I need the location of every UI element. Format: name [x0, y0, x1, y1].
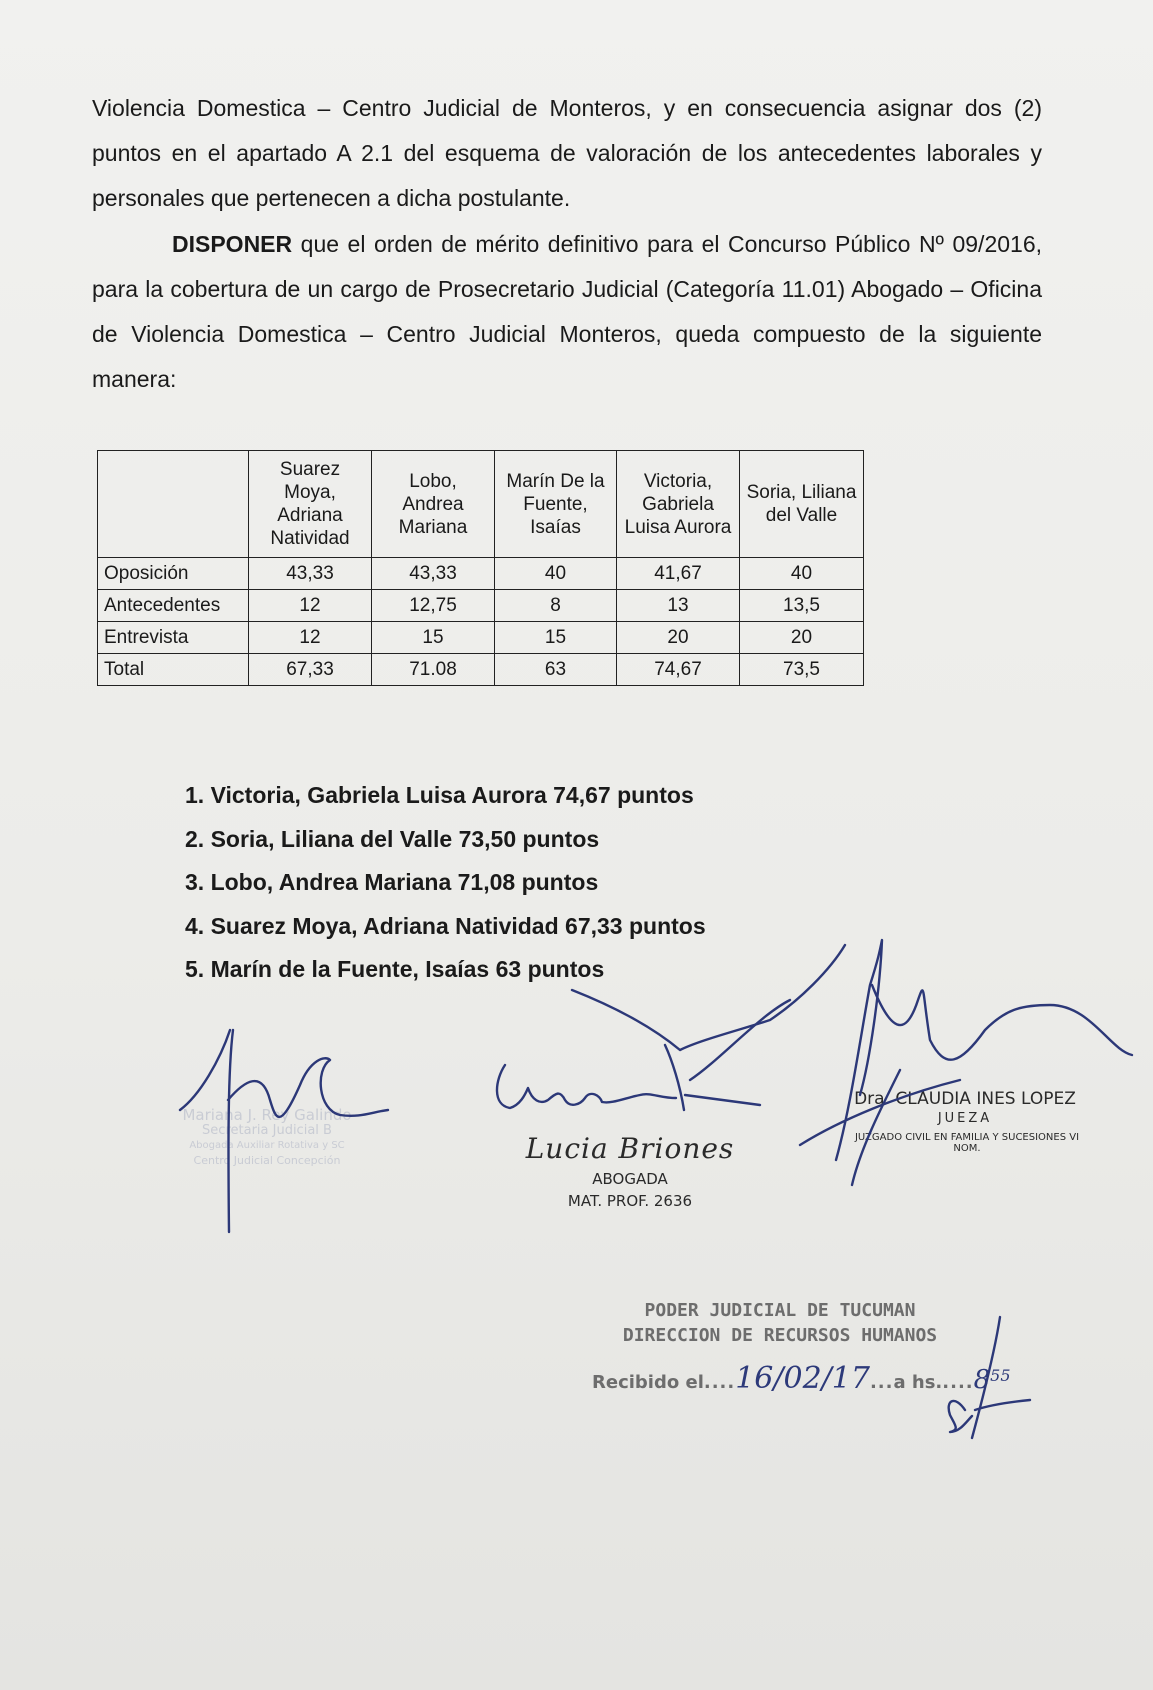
reception-stamp-line1: PODER JUDICIAL DE TUCUMAN — [644, 1300, 916, 1321]
table-row — [98, 558, 864, 590]
ranking-item: 4. Suarez Moya, Adriana Natividad 67,33 puntos — [185, 912, 706, 939]
table-row-label: Oposición — [98, 558, 249, 590]
stamp-name: Mariana J. Rey Galindo — [182, 1106, 352, 1124]
table-cell: 71.08 — [372, 654, 495, 686]
table-cell: 12,75 — [372, 590, 495, 622]
signature-lopez — [800, 940, 1132, 1160]
table-cell: 15 — [372, 622, 495, 654]
rey-galindo-stamp — [152, 1108, 382, 1168]
signature-briones — [497, 1000, 790, 1110]
table-cell: 67,33 — [249, 654, 372, 686]
table-row — [98, 590, 864, 622]
briones-mat: MAT. PROF. 2636 — [567, 1192, 693, 1210]
table-cell: 41,67 — [617, 558, 740, 590]
lopez-title: JUEZA — [937, 1111, 993, 1126]
hs-label: a hs. — [893, 1372, 943, 1393]
paragraph-1: Violencia Domestica – Centro Judicial de Monteros, y en consecuencia asignar dos (2) puntos en el apartado A 2.1 del esquema de valoración de los antecedentes laborales y personales que pertenecen a dicha postulante. — [92, 95, 1042, 211]
disponer-keyword: DISPONER — [172, 231, 293, 257]
table-cell: 13 — [617, 590, 740, 622]
table-row — [98, 654, 864, 686]
table-cell: 15 — [495, 622, 617, 654]
reception-stamp — [580, 1298, 980, 1348]
briones-title: ABOGADA — [592, 1170, 668, 1188]
merit-ranking-list — [185, 774, 706, 992]
table-cell: 12 — [249, 590, 372, 622]
recibido-label: Recibido el — [592, 1372, 704, 1393]
briones-stamp — [520, 1168, 740, 1212]
paragraph-2 — [92, 222, 1042, 402]
table-row — [98, 622, 864, 654]
reception-received-line: Recibido el....16/02/17...a hs.....8$^{55}$ — [592, 1361, 1011, 1396]
briones-name: Lucia Briones — [525, 1132, 735, 1165]
ranking-item: 3. Lobo, Andrea Mariana 71,08 puntos — [185, 869, 599, 895]
ranking-item: 5. Marín de la Fuente, Isaías 63 puntos — [185, 956, 605, 982]
scores-table — [97, 450, 864, 686]
signature-lopez-slash — [852, 1070, 900, 1185]
table-cell: 12 — [249, 622, 372, 654]
table-header-cell: Lobo, Andrea Mariana — [372, 451, 495, 558]
table-cell: 43,33 — [372, 558, 495, 590]
table-header-cell: Soria, Liliana del Valle — [740, 451, 864, 558]
table-cell: 8 — [495, 590, 617, 622]
ranking-item: 2. Soria, Liliana del Valle 73,50 puntos — [185, 825, 600, 852]
stamp-line: Abogada Auxiliar Rotativa y SC — [189, 1140, 345, 1151]
table-cell: 73,5 — [740, 654, 864, 686]
stamp-title: Secretaria Judicial B — [202, 1123, 332, 1138]
table-cell: 63 — [495, 654, 617, 686]
table-header-cell: Marín De la Fuente, Isaías — [495, 451, 617, 558]
stamp-line: Centro Judicial Concepción — [193, 1154, 341, 1167]
lopez-court: JUZGADO CIVIL EN FAMILIA Y SUCESIONES VI NOM. — [854, 1132, 1080, 1154]
table-cell: 20 — [617, 622, 740, 654]
paragraph-2-text: que el orden de mérito definitivo para el Concurso Público Nº 09/2016, para la cobertura de un cargo de Prosecretario Judicial (Categoría 11.01) Abogado – Oficina de Violencia Domestica – Centro Judicial Monteros, queda compuesto de la siguiente manera: — [92, 231, 1042, 392]
table-cell: 74,67 — [617, 654, 740, 686]
table-cell: 40 — [495, 558, 617, 590]
ranking-item: 1. Victoria, Gabriela Luisa Aurora 74,67 puntos — [185, 782, 694, 808]
handwritten-minutes: 55 — [990, 1366, 1011, 1385]
table-header-cell: Victoria, Gabriela Luisa Aurora — [617, 451, 740, 558]
table-header-cell — [98, 451, 249, 558]
handwritten-hour: 8 — [973, 1365, 991, 1395]
lopez-name: Dra. CLAUDIA INES LOPEZ — [854, 1089, 1076, 1109]
reception-stamp-line2: DIRECCION DE RECURSOS HUMANOS — [622, 1325, 938, 1346]
table-cell: 13,5 — [740, 590, 864, 622]
table-row-label: Total — [98, 654, 249, 686]
table-cell: 40 — [740, 558, 864, 590]
table-cell: 43,33 — [249, 558, 372, 590]
table-header-row — [98, 451, 864, 558]
table-row-label: Entrevista — [98, 622, 249, 654]
table-row-label: Antecedentes — [98, 590, 249, 622]
handwritten-date: 16/02/17 — [735, 1361, 870, 1396]
table-header-cell: Suarez Moya, Adriana Natividad — [249, 451, 372, 558]
table-cell: 20 — [740, 622, 864, 654]
